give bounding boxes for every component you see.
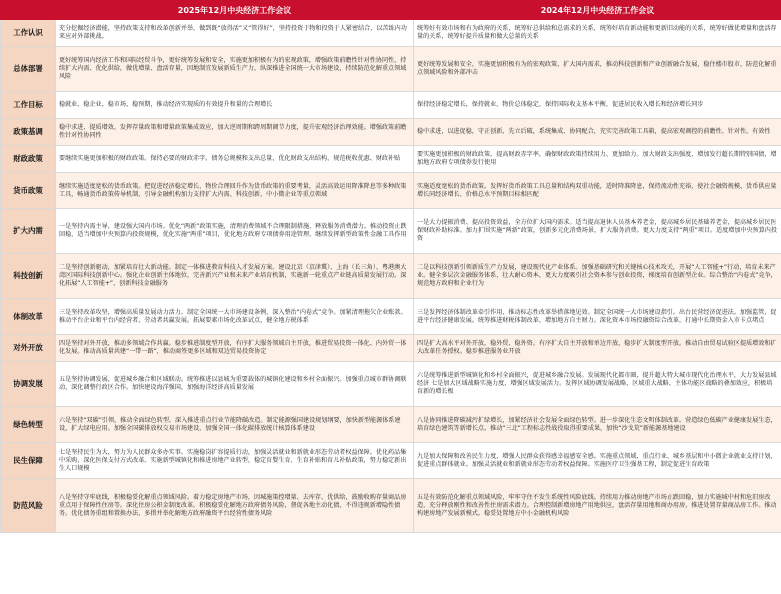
cell-2024: 保持经济稳定增长，保持就业、物价总体稳定，保持国际收支基本平衡，促进居民收入增长和经济增长同步 (414, 92, 781, 119)
row-label: 绿色转型 (1, 407, 56, 443)
cell-2025: 三是坚持改革攻坚，增强高质量发展动力活力。制定全国统一大市场建设条例，深入整治“内卷式”竞争。加紧清理拖欠企业账款。推动平台企业和平台内经营者、劳动者共赢发展。拓展要素市场化改革试点，健全地方税体系 (56, 299, 414, 335)
cell-2025: 二是坚持创新驱动，加紧培育壮大新动能。制定一体推进教育科技人才发展方案。建设北京（京津冀）、上海（长三角）、粤港澳大湾区国际科技创新中心。强化企业创新主体地位，完善新兴产业和未来产业培育机制，实施新一轮重点产业链高质量发展行动。深化拓展“人工智能+”，创新科技金融服务 (56, 254, 414, 299)
row-label: 对外开放 (1, 335, 56, 362)
header-2025: 2025年12月中央经济工作会议 (56, 1, 414, 20)
table-row-work-targets (1, 92, 781, 119)
table-row-overall-deployment (1, 47, 781, 92)
row-label: 工作目标 (1, 92, 56, 119)
cell-2024: 九是加大保障和改善民生力度，增强人民群众获得感幸福感安全感。实施重点领域、重点行业、城乡基层和中小微企业就业支持计划，促进重点群体就业。加强灵活就业和新就业形态劳动者权益保障。实施医疗卫生强基工程，制定促进生育政策 (414, 443, 781, 479)
cell-2025: 八是坚持守牢底线，积极稳妥化解重点领域风险。着力稳定房地产市场，因城施策控增量、去库存、优供给，鼓励收购存量商品房重点用于保障性住房等。深化住房公积金制度改革。积极稳妥化解地方政府债务风险，督促各地主动化债，不得违规新增隐性债务。优化债务重组和置换办法，多措并举化解地方政府融资平台经营性债务风险 (56, 479, 414, 533)
row-label: 政策基调 (1, 119, 56, 146)
table-row-fiscal-policy (1, 146, 781, 173)
header-2024: 2024年12月中央经济工作会议 (414, 1, 781, 20)
row-label: 体制改革 (1, 299, 56, 335)
cell-2024: 六是统筹推进新型城镇化和乡村全面振兴，促进城乡融合发展。发展现代化都市圈，提升超大特大城市现代化治理水平，大力发展县域经济 七是加大区域战略实施力度，增强区域发展活力。发挥区域协调发展战略、区域重大战略、主体功能区战略的叠加效应，积极培育新的增长极 (414, 362, 781, 407)
table-row-policy-tone (1, 119, 781, 146)
table-row-green-transition (1, 407, 781, 443)
row-label: 总体部署 (1, 47, 56, 92)
cell-2025: 充分挖掘经济潜能，坚持政策支持和改革创新并举，做到既“放得活”又“管得好”，坚持投资于物和投资于人紧密结合，以苦练内功来应对外部挑战。 (56, 20, 414, 47)
row-label: 财政政策 (1, 146, 56, 173)
table-row-coordinated-development (1, 362, 781, 407)
table-row-work-understanding (1, 20, 781, 47)
cell-2025: 更好统筹国内经济工作和国际经贸斗争，更好统筹发展和安全，实施更加积极有为的宏观政策，增强政策前瞻性针对性协同性，持续扩大内需、优化供给，做优增量、盘活存量，因地制宜发展新质生产力，纵深推进全国统一大市场建设，持续防范化解重点领域风险 (56, 47, 414, 92)
table-row-livelihood (1, 443, 781, 479)
cell-2025: 四是坚持对外开放，推动多领域合作共赢。稳步推进制度型开放，有序扩大服务领域自主开放，推进贸易投资一体化、内外贸一体化发展。推动高质量共建“一带一路”，推动商签更多区域和双边贸易投资协定 (56, 335, 414, 362)
row-label: 货币政策 (1, 173, 56, 209)
cell-2024: 统筹好有效市场和有为政府的关系，统筹好总供给和总需求的关系，统筹好培育新动能和更新旧动能的关系，统筹好做优增量和盘活存量的关系，统筹好提升质量和做大总量的关系 (414, 20, 781, 47)
cell-2024: 稳中求进，以进促稳，守正创新、先立后破，系统集成、协同配合，充实完善政策工具箱，提高宏观调控的前瞻性、针对性、有效性 (414, 119, 781, 146)
cell-2025: 一是坚持内需主导，建设强大国内市场。优化“两新”政策实施，清理消费领域不合理限制措施，释放服务消费潜力。推动投资止跌回稳，适当增加中央预算内投资规模，优化实施“两重”项目，优化地方政府专项债券用途管理，继续发挥新型政策性金融工具作用 (56, 209, 414, 254)
row-label: 协调发展 (1, 362, 56, 407)
table-row-opening-up (1, 335, 781, 362)
table-row-risk-prevention (1, 479, 781, 533)
table-row-expand-domestic-demand (1, 209, 781, 254)
table-row-tech-innovation (1, 254, 781, 299)
cell-2025: 六是坚持“双碳”引领，推动全面绿色转型。深入推进重点行业节能降碳改造。制定能源强国建设规划纲要，加快新型能源体系建设，扩大绿电应用。加强全国碳排放权交易市场建设，加强全国一体化碳排放统计核算体系建设 (56, 407, 414, 443)
cell-2024: 更好统筹发展和安全，实施更加积极有为的宏观政策，扩大国内需求，推动科技创新和产业创新融合发展，稳住楼市股市，防范化解重点领域风险和外部冲击 (414, 47, 781, 92)
cell-2025: 五是坚持协调发展，促进城乡融合和区域联动。统筹推进以县城为重要载体的城镇化建设和乡村全面振兴。加强重点城市群协调联动，深化调整行政区合作。加快建设海洋强国，加强海洋经济高质量发展 (56, 362, 414, 407)
cell-2025: 稳就业、稳企业、稳市场、稳预期，推动经济实现质的有效提升和量的合理增长 (56, 92, 414, 119)
cell-2024: 四是扩大高水平对外开放，稳外贸、稳外资。有序扩大自主开放和单边开放，稳步扩大制度型开放。推动自由贸易试验区提质增效和扩大改革任务授权。稳步推进服务业开放 (414, 335, 781, 362)
row-label: 民生保障 (1, 443, 56, 479)
row-label: 扩大内需 (1, 209, 56, 254)
cell-2025: 七是坚持民生为大，努力为人民群众多办实事。实施稳岗扩容提质行动，加强灵活就业和新就业形态劳动者权益保障。优化药品集中采购，深化医保支付方式改革。实施新型城镇化和推进房地产业转型，稳定育婴生育、生育补贴和育儿补贴政策，努力稳定新出生人口规模 (56, 443, 414, 479)
table-row-monetary-policy (1, 173, 781, 209)
cell-2024: 八是协同推进降碳减污扩绿增长，加紧经济社会发展全面绿色转型。进一步深化生态文明体制改革。营造绿色低碳产业健康发展生态，培育绿色建筑等新增长点。推动“三北”工程标志性战役取得重要成果，加快“沙戈荒”新能源基地建设 (414, 407, 781, 443)
cell-2024: 三是发挥经济体制改革牵引作用，推动标志性改革举措落地见效。制定全国统一大市场建设指引。出台民营经济促进法。加强监管，促进平台经济健康发展。统筹推进财税体制改革，增加地方自主财力。深化资本市场投融资综合改革，打通中长期资金入市卡点堵点 (414, 299, 781, 335)
cell-2025: 继续实施适度宽松的货币政策。把促进经济稳定增长、物价合理回升作为货币政策的重要考量，灵活高效运用降准降息等多种政策工具，畅通货币政策传导机制，引导金融机构加力支持扩大内需、科技创新、中小微企业等重点领域 (56, 173, 414, 209)
header-blank (1, 1, 56, 20)
table-header-row (1, 1, 781, 20)
row-label: 工作认识 (1, 20, 56, 47)
cell-2024: 要实施更加积极的财政政策。提高财政赤字率，确保财政政策持续用力、更加给力。加大财政支出强度，增加发行超长期特别国债，增加地方政府专项债券发行使用 (414, 146, 781, 173)
cell-2024: 二是以科技创新引领新质生产力发展，建设现代化产业体系。加强基础研究和关键核心技术攻关，开展“人工智能+”行动，培育未来产业。健全多层次金融服务体系，壮大耐心资本，更大力度吸引社会资本参与创业投资，梯度培育创新型企业。综合整治“内卷式”竞争，规范地方政府和企业行为 (414, 254, 781, 299)
table-row-institutional-reform (1, 299, 781, 335)
cell-2024: 五是有效防范化解重点领域风险，牢牢守住不发生系统性风险底线。持续用力推动房地产市场止跌回稳，加力实施城中村和危旧房改造，充分释放刚性和改善性住房需求潜力。合理控制新增房地产用地供应，盘活存量用地和商办用房，推进处置存量商品房工作。推动构建房地产发展新模式。稳妥处置地方中小金融机构风险 (414, 479, 781, 533)
cell-2024: 实施适度宽松的货币政策。发挥好货币政策工具总量和结构双重功能，适时降准降息，保持流动性充裕，使社会融资规模、货币供应量增长同经济增长、价格总水平预期目标相匹配 (414, 173, 781, 209)
row-label: 防范风险 (1, 479, 56, 533)
cell-2024: 一是大力提振消费、提高投资效益，全方位扩大国内需求。适当提高退休人员基本养老金，提高城乡居民基础养老金，提高城乡居民医保财政补助标准。加力扩围实施“两新”政策，创新多元化消费场景，扩大服务消费。更大力度支持“两重”项目。适度增加中央预算内投资 (414, 209, 781, 254)
cell-2025: 要继续实施更加积极的财政政策。保持必要的财政赤字、债务总规模和支出总量，优化财政支出结构，规范税收优惠、财政补贴 (56, 146, 414, 173)
row-label: 科技创新 (1, 254, 56, 299)
cell-2025: 稳中求进、提质增效，发挥存量政策和增量政策集成效应，加大逆周期和跨周期调节力度，提升宏观经济治理效能。增强政策前瞻性针对性协同性 (56, 119, 414, 146)
